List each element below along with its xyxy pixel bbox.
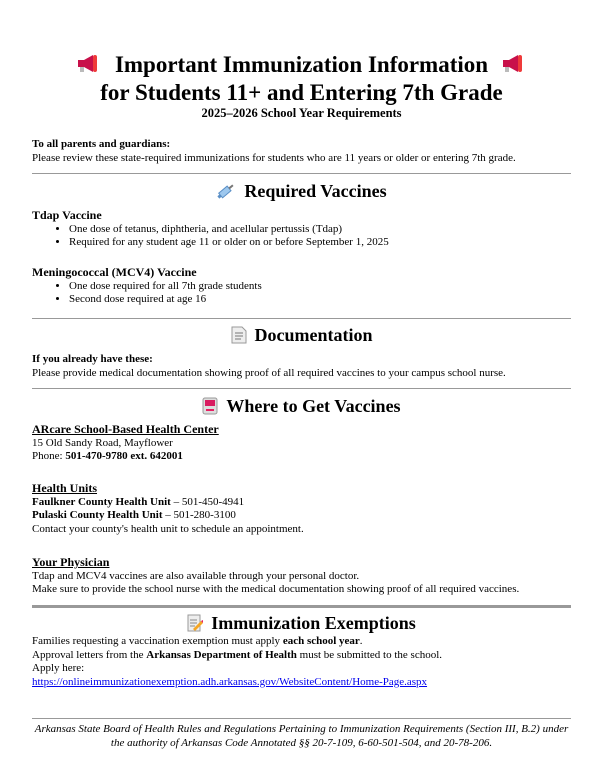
- mcv4-section: Meningococcal (MCV4) Vaccine • One dose required for all 7th grade students • Second dose required at age 16: [32, 266, 571, 307]
- physician-section: Your Physician Tdap and MCV4 vaccines are also available through your personal doctor. Make sure to provide the school nurse with the medical documentation showing proof of all required vaccines.: [32, 555, 520, 595]
- title-line-2: for Students 11+ and Entering 7th Grade: [100, 80, 503, 105]
- divider: [32, 388, 571, 389]
- list-item: • One dose required for all 7th grade students: [69, 280, 571, 294]
- tdap-section: Tdap Vaccine • One dose of tetanus, diphtheria, and acellular pertussis (Tdap) • Required for any student age 11 or older on or before September 1, 2025: [32, 209, 571, 250]
- divider: [32, 605, 571, 608]
- exemptions-heading: Immunization Exemptions: [0, 612, 603, 634]
- subtitle: 2025–2026 School Year Requirements: [201, 106, 402, 120]
- arcare-section: ARcare School-Based Health Center 15 Old Sandy Road, Mayflower Phone: 501-470-9780 ext. 642001: [32, 422, 219, 462]
- megaphone-icon: [77, 54, 101, 74]
- phone-number: 501-470-9780 ext. 642001: [65, 450, 183, 462]
- divider: [32, 173, 571, 174]
- divider: [32, 718, 571, 719]
- required-vaccines-heading: Required Vaccines: [0, 180, 603, 202]
- documentation-body: If you already have these: Please provide medical documentation showing proof of all required vaccines to your campus school nurse.: [32, 353, 506, 379]
- list-item: • Required for any student age 11 or older on or before September 1, 2025: [69, 236, 571, 250]
- document-icon: [231, 326, 247, 344]
- documentation-heading: Documentation: [0, 324, 603, 346]
- health-units-section: Health Units Faulkner County Health Unit – 501-450-4941 Pulaski County Health Unit – 501-280-3100 Contact your county's health unit to schedule an appointment.: [32, 481, 304, 535]
- exemptions-body: Families requesting a vaccination exemption must apply each school year. Approval letters from the Arkansas Department of Health must be submitted to the school. Apply here: https://onlineimmunizationexemption.adh.arkansas.gov/WebsiteContent/Home-Page.aspx: [32, 635, 443, 688]
- memo-icon: [187, 614, 203, 632]
- pager-icon: [202, 397, 218, 415]
- list-item: • Second dose required at age 16: [69, 293, 571, 307]
- list-item: • One dose of tetanus, diphtheria, and acellular pertussis (Tdap): [69, 223, 571, 237]
- footer-citation: Arkansas State Board of Health Rules and Regulations Pertaining to Immunization Requirements (Section III, B.2) under the authority of Arkansas Code Annotated §§ 20-7-109, 6-60-501-504, and 20-78-206.: [34, 723, 569, 749]
- title-line-1: Important Immunization Information: [0, 52, 603, 78]
- divider: [32, 318, 571, 319]
- intro: To all parents and guardians: Please review these state-required immunizations for students who are 11 years or older or entering 7th grade.: [32, 138, 516, 164]
- where-heading: Where to Get Vaccines: [0, 395, 603, 417]
- syringe-icon: [216, 182, 236, 200]
- megaphone-icon: [502, 54, 526, 74]
- exemption-link[interactable]: https://onlineimmunizationexemption.adh.arkansas.gov/WebsiteContent/Home-Page.aspx: [32, 675, 428, 688]
